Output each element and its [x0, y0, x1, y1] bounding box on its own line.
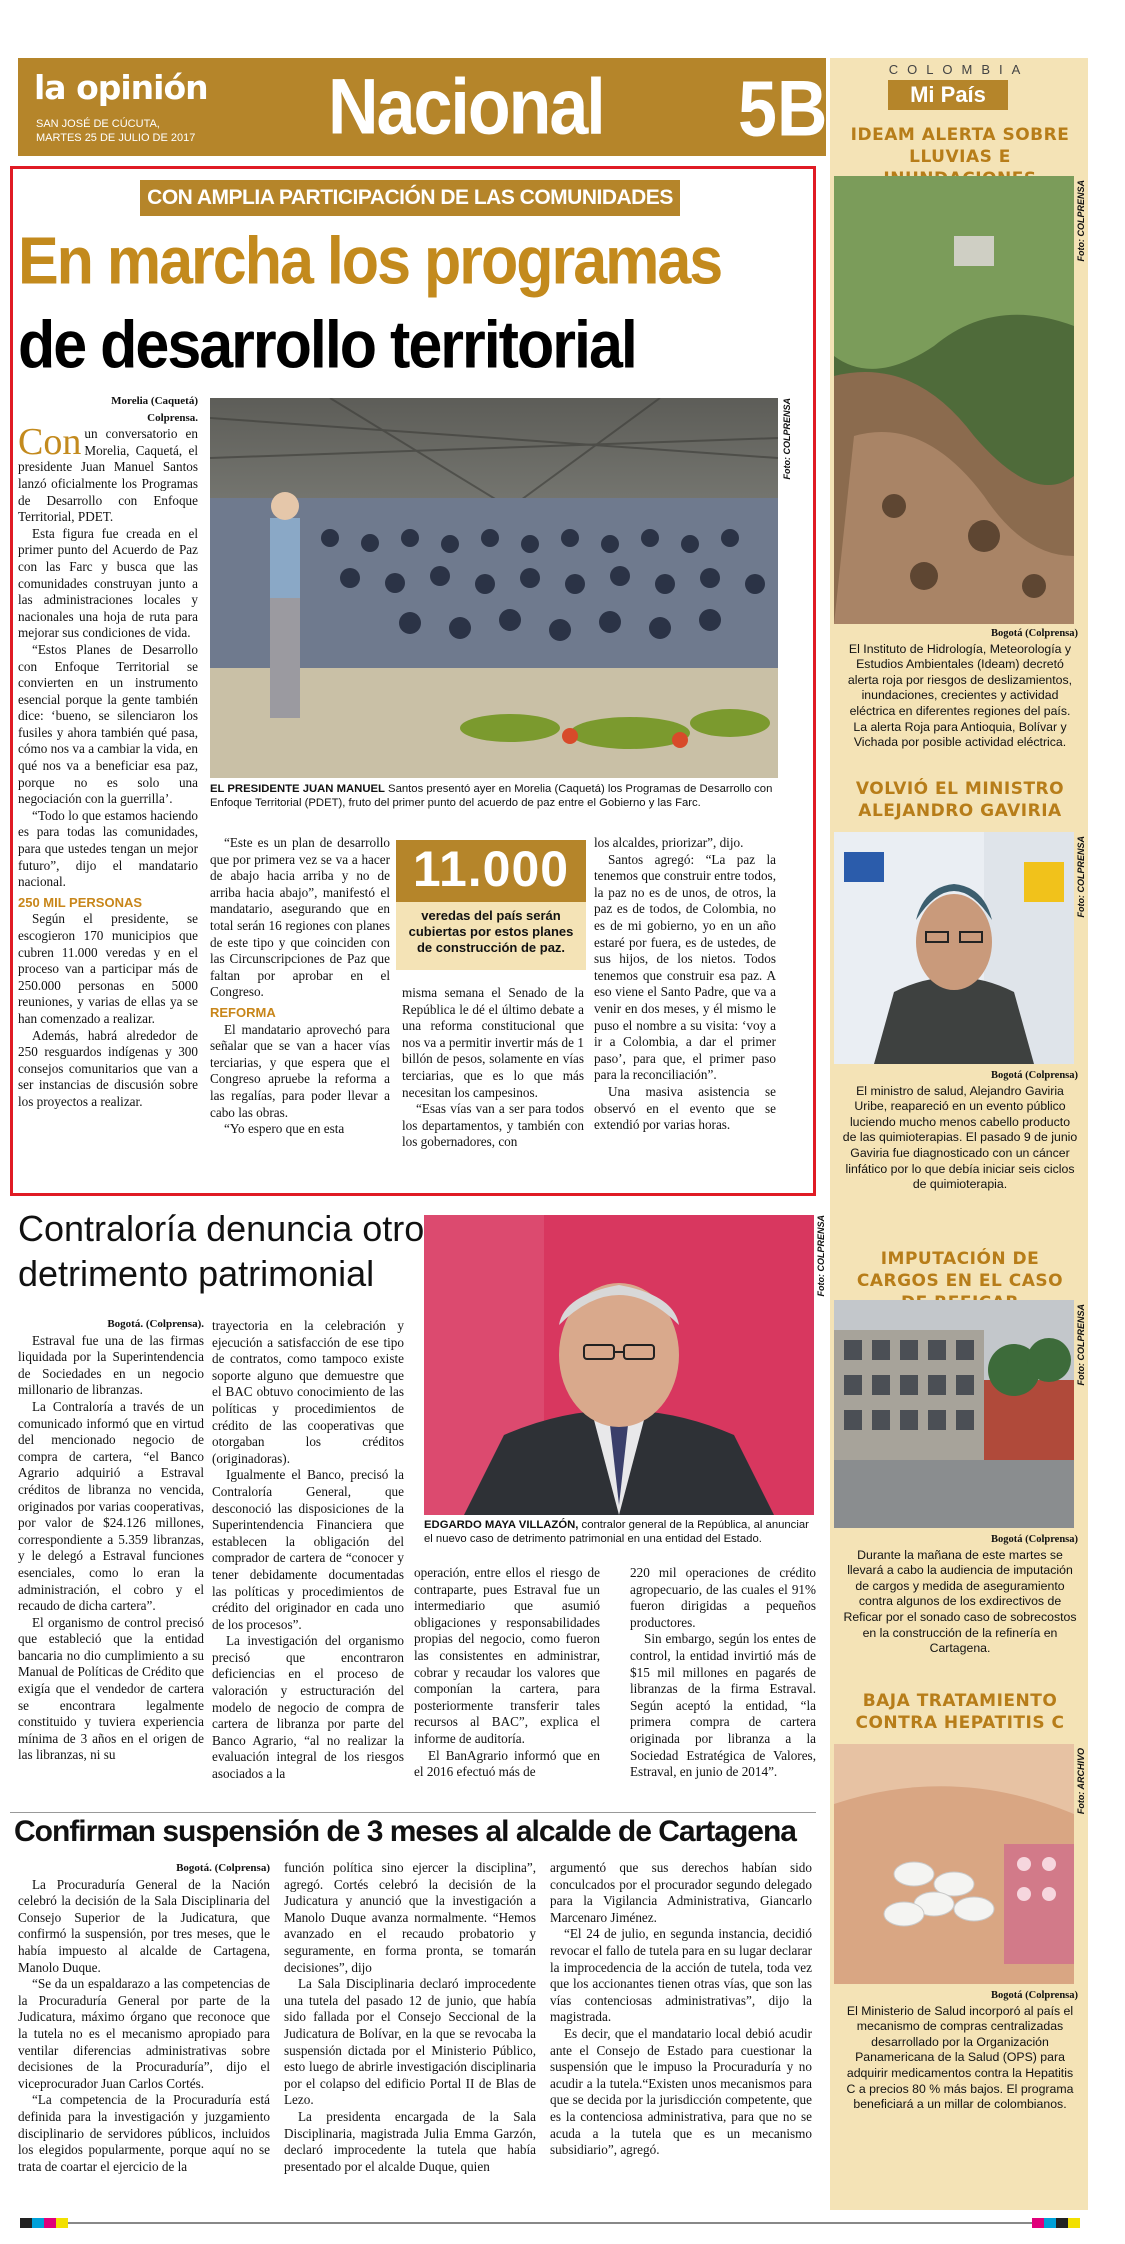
lead-column-2 — [210, 835, 390, 1180]
lead-dropcap: Con — [18, 421, 82, 464]
logo: la opinión — [34, 68, 208, 107]
cartagena-paragraph: Es decir, que el mandatario local debió acudir ante el Consejo de Estado para cuestionar la suspensión que le impuso la Procuraduría y no acudir a la tutela.“Existen unos mecanismos para que se decida por la jurisdicción competente, que es la contenciosa administrativa, para que no se acuda a la tutela que es un mecanismo subsidiario”, agregó. — [550, 2025, 812, 2158]
city-line: SAN JOSÉ DE CÚCUTA, — [36, 118, 160, 130]
mi-pais-header — [830, 58, 1088, 120]
lead-paragraph: los alcaldes, priorizar”, dijo. — [594, 835, 744, 850]
lead-dateline-place: Morelia (Caquetá) — [111, 395, 198, 407]
sidebar-story-hepatitis — [842, 1988, 1078, 2113]
cartagena-paragraph: función política sino ejercer la disciplina”, agregó. Cortés celebró la decisión de la Judicatura y anunció que la investigación a Manolo Duque avanza normalmente. “Hemos avanzado en el recaudo probatorio y seguramente, en forma pronta, se tomarán decisiones”, dijo — [284, 1860, 536, 1975]
lead-dateline-agency: Colprensa. — [147, 411, 198, 424]
sidebar-story-reficar — [842, 1532, 1078, 1657]
sidebar-credit-hepatitis: Foto: ARCHIVO — [1076, 1748, 1086, 1815]
cartagena-column-2 — [284, 1860, 536, 2200]
sidebar-story-ideam — [842, 626, 1078, 751]
sidebar-text-hepatitis: El Ministerio de Salud incorporó al país el mecanismo de compras centralizadas desarrollado por la Organización Panamericana de la Salud (OPS) para adquirir medicamentos contra la Hepatitis C a precios 80 % más bajos. El programa beneficiará a un millar de colombianos. — [846, 2003, 1074, 2112]
lead-paragraph: El mandatario aprovechó para señalar que se van a hacer vías terciarias, y que espera que el Congreso apruebe la reforma a las regalías, para poder llevar a cabo las obras. — [210, 1021, 390, 1120]
sidebar-text-gaviria: El ministro de salud, Alejandro Gaviria Uribe, reapareció en un evento público luciendo mucho menos cabello producto de las quimioterapias. El pasado 9 de junio Gaviria fue diagnosticado con un cáncer linfático por lo que debía iniciar seis ciclos de quimioterapia. — [842, 1083, 1078, 1192]
lead-photo-credit: Foto: COLPRENSA — [782, 398, 792, 480]
sidebar-title-ideam: IDEAM ALERTA SOBRE LLUVIAS E — [850, 125, 1070, 167]
cartagena-paragraph: La Sala Disciplinaria declaró improcedente una tutela del pasado 12 de junio, que había sido fallada por el Consejo Seccional de la Judicatura de Bolívar, en la que se revocaba la suspensión dictada por el Ministerio Público, esto luego de abrirle investigación disciplinaria por el colapso del edificio Portal II de Blas de Lezo. — [284, 1976, 536, 2108]
contraloria-paragraph: Estraval fue una de las firmas liquidada por la Superintendencia de Sociedades en un negocio millonario de libranzas. — [18, 1332, 204, 1398]
lead-paragraph: “Este es un plan de desarrollo que por primera vez se va a hacer de abajo hacia arriba y no de arriba hacia abajo”, manifestó el mandatario, asegurando que en total serán 16 regiones con planes de este tipo y que coinciden con las Circunscripciones de Paz que faltan por aprobar en el Congreso. — [210, 835, 390, 1000]
cartagena-paragraph: La Procuraduría General de la Nación celebró la decisión de la Sala Disciplinaria del Consejo Superior de la Judicatura, que confirmó la suspensión, por tres meses, que le había impuesto al alcalde de Cartagena, Manolo Duque. — [18, 1876, 270, 1975]
lead-column-1 — [18, 393, 198, 1173]
contraloria-paragraph: El organismo de control precisó que estableció que la entidad bancaria no dio cumplimiento a su Manual de Políticas de Crédito que exigía que el vendedor de cartera se encontrara legalmente constituido y tuviera experiencia mínima de 3 años en el origen de las libranzas, ni su — [18, 1614, 204, 1763]
masthead — [18, 58, 826, 156]
contraloria-column-3 — [414, 1565, 600, 1805]
contraloria-paragraph: La Contraloría a través de un comunicado informó que en virtud del mencionado negocio de compra de cartera, “el Banco Agrario adquirió a Estraval créditos de libranza no vencida, originados por varias cooperativas, por valor de $24.126 millones, correspondiente a 5.359 libranzas, y le delegó a Estraval funciones esenciales, como lo eran la administración, el cobro y el recaudo de dicha cartera”. — [18, 1398, 204, 1614]
sidebar-dateline: Bogotá (Colprensa) — [990, 1070, 1078, 1081]
sidebar-dateline: Bogotá (Colprensa) — [990, 628, 1078, 639]
contraloria-column-4 — [630, 1565, 816, 1805]
cartagena-dateline: Bogotá. (Colprensa) — [176, 1862, 270, 1874]
cartagena-paragraph: “Se da un espaldarazo a las competencias de la Procuraduría General por parte de la Judicatura, máximo órgano que reconoce que la tutela no es el mecanismo apropiado para ventilar diferencias administrativas sobre decisiones de la Procuraduría”, dijo el viceprocurador Juan Carlos Cortés. — [18, 1976, 270, 2091]
callout-text: veredas del país serán cubiertas por estos planes de construcción de paz. — [408, 908, 574, 955]
contraloria-column-2 — [212, 1318, 404, 1806]
lead-caption-bold: EL PRESIDENTE JUAN MANUEL — [210, 783, 385, 795]
lead-paragraph: “Todo lo que estamos haciendo es para todas las comunidades, para que ustedes tengan un mejor futuro”, dijo el mandatario nacional. — [18, 807, 198, 890]
lead-paragraph: Santos agregó: “La paz la tenemos que construir entre todos, la paz no es de unos, de otros, la paz es de todos, de Colombia, no es de mi gobierno, yo en un año estaré por fuera, es de ustedes, de sus hijos, de los nietos. Todos tenemos que construir esa paz. A eso viene el Santo Padre, que va a venir en dos meses, y él mismo le puso el nombre a su visita: ‘voy a ir a Colombia, a dar el primer paso’, para que, el primer paso para la reconciliación”. — [594, 851, 776, 1083]
contraloria-dateline: Bogotá. (Colprensa). — [107, 1318, 204, 1330]
mi-pais-label: Mi País — [888, 80, 1008, 110]
lead-photo — [210, 398, 778, 778]
cartagena-column-3 — [550, 1860, 812, 2200]
cartagena-paragraph: “La competencia de la Procuraduría está definida para la investigación y juzgamiento disciplinario de servidores públicos, incluidos los elegidos popularmente, porque aquí no se trata de coartar el ejercicio de la — [18, 2092, 270, 2174]
lead-subhead: 250 MIL PERSONAS — [18, 894, 143, 910]
contraloria-headline-1: Contraloría denuncia otro — [18, 1208, 425, 1249]
contraloria-paragraph: operación, entre ellos el riesgo de contraparte, pues Estraval fue un intermediario que asumió obligaciones y responsabilidades propias del negocio, como fueron las consistentes en administrar, cobrar y recaudar los valores que componían la cartera, para posteriormente transferir tales recursos al BAC”, explica el informe de auditoría. — [414, 1565, 600, 1746]
lead-column-4 — [594, 835, 776, 1180]
contraloria-caption-bold: EDGARDO MAYA VILLAZÓN, — [424, 1519, 579, 1531]
contraloria-paragraph: Igualmente el Banco, precisó la Contraloría General, que desconoció las disposiciones de la Superintendencia Financiera que establecen la obligación del comprador de cartera de “conocer y tener debidamente documentadas las políticas y procedimientos de crédito del originador en cada uno de los procesos”. — [212, 1467, 404, 1632]
cartagena-paragraph: “El 24 de julio, en segunda instancia, decidió revocar el fallo de tutela para en su lugar declarar la improcedencia de la acción de tutela, toda vez que los accionantes tienen otras vías, que son las vías contenciosas administrativas”, dijo la magistrada. — [550, 1926, 812, 2025]
country-label: COLOMBIA — [888, 62, 1030, 77]
contraloria-column-1 — [18, 1316, 204, 1806]
lead-callout — [396, 840, 586, 970]
lead-paragraph: Según el presidente, se escogieron 170 municipios que cubren 11.000 veredas y en el proceso van a participar más de 250.000 personas en 5000 reuniones, y varias de ellas ya se han comenzado a realizar. — [18, 911, 198, 1026]
sidebar-credit-ideam: Foto: COLPRENSA — [1076, 180, 1086, 262]
sidebar-title-reficar: IMPUTACIÓN DE CARGOS EN EL CASO — [856, 1249, 1064, 1291]
sidebar-credit-reficar: Foto: COLPRENSA — [1076, 1304, 1086, 1386]
cartagena-paragraph: argumentó que sus derechos habían sido conculcados por el procurador segundo delegado para la Vigilancia Administrativa, Giancarlo Marcenaro Jiménez. — [550, 1860, 812, 1925]
color-registration-strip — [20, 2218, 1080, 2228]
contraloria-paragraph: La investigación del organismo precisó que encontraron deficiencias en el proceso de valoración y estructuración del modelo de negocio de compra de cartera de libranza por parte del Banco Agrario, “al no realizar la evaluación integral de los riesgos asociados a la — [212, 1633, 404, 1782]
contraloria-paragraph: El BanAgrario informó que en el 2016 efectuó más de — [414, 1747, 600, 1780]
sidebar-dateline: Bogotá (Colprensa) — [990, 1534, 1078, 1545]
lead-paragraph: Una masiva asistencia se observó en el evento que se extendió por varias horas. — [594, 1083, 776, 1133]
contraloria-paragraph: Sin embargo, según los entes de control, la entidad invirtió más de $15 mil millones en pagarés de libranzas de la firma Estraval. Según aceptó la entidad, “la primera compra de cartera originada por libranza a la Sociedad Estratégica de Valores, Estraval, en junio de 2014”. — [630, 1631, 816, 1780]
sidebar-photo-gaviria — [834, 832, 1074, 1064]
lead-paragraph: Además, habrá alrededor de 250 resguardos indígenas y 300 consejos comunitarios que van a ser instancias de discusión sobre los proyectos a realizar. — [18, 1027, 198, 1109]
contraloria-photo — [424, 1215, 814, 1515]
lead-paragraph: “Estos Planes de Desarrollo con Enfoque Territorial se convierten en un instrumento esencial porque la gente también dice: ‘bueno, se silenciaron los fusiles y ahora también qué pasa, cómo nos va a cambiar la vida, en qué nos va a beneficiar esa paz, porque no es solo una negociación con la guerrilla’. — [18, 641, 198, 807]
callout-number: 11.000 — [412, 841, 570, 897]
lead-photo-caption — [210, 782, 778, 810]
lead-caption-text: Santos presentó ayer en Morelia (Caquetá) los Programas de Desarrollo con Enfoque Territorial (PDET), fruto del primer punto del acuerdo de paz entre el Gobierno y las Farc. — [210, 783, 773, 809]
lead-paragraph: Esta figura fue creada en el primer punto del Acuerdo de Paz con las Farc y busca que las comunidades construyan junto a las administraciones locales y nacionales una hoja de ruta para mejorar sus condiciones de vida. — [18, 525, 198, 641]
contraloria-paragraph: 220 mil operaciones de crédito agropecuario, de las cuales el 91% fueron dirigidas a pequeños productores. — [630, 1565, 816, 1630]
lead-paragraph: “Esas vías van a ser para todos los departamentos, y también con los gobernadores, con — [402, 1101, 584, 1150]
lead-headline-2: de desarrollo territorial — [18, 307, 636, 382]
sidebar-story-gaviria — [842, 1068, 1078, 1193]
contraloria-headline-2: detrimento patrimonial — [18, 1253, 375, 1294]
sidebar-photo-ideam — [834, 176, 1074, 624]
sidebar-photo-reficar — [834, 1300, 1074, 1528]
cartagena-paragraph: La presidenta encargada de la Sala Disciplinaria, magistrada Julia Emma Garzón, declaró improcedente la tutela que había presentado por el alcalde Duque, quien — [284, 2108, 536, 2174]
lead-column-3 — [402, 985, 584, 1180]
contraloria-paragraph: trayectoria en la celebración y ejecución a satisfacción de ese tipo de contratos, como tampoco existe soporte alguno que demuestre que el BAC obtuvo conocimiento de las políticas y procedimientos de crédito de las cooperativas que otorgaban los créditos (originadoras). — [212, 1318, 404, 1466]
lead-paragraph: misma semana el Senado de la República le dé el último debate a una reforma constitucional que nos va a permitir invertir más de 1 billón de pesos, solamente en vías terciarias, que es lo que más necesitan los campesinos. — [402, 985, 584, 1100]
sidebar-credit-gaviria: Foto: COLPRENSA — [1076, 836, 1086, 918]
section-divider — [10, 1812, 816, 1813]
sidebar-text-reficar: Durante la mañana de este martes se llevará a cabo la audiencia de imputación de cargos y medida de aseguramiento contra algunos de los exdirectivos de Reficar por el sonado caso de sobrecostos en la construcción de la refinería en Cartagena. — [843, 1547, 1077, 1656]
sidebar-dateline: Bogotá (Colprensa) — [990, 1990, 1078, 2001]
lead-subhead: REFORMA — [210, 1004, 276, 1020]
cartagena-headline: Confirman suspensión de 3 meses al alcalde de Cartagena — [14, 1815, 796, 1848]
page-number: 5B — [738, 65, 828, 153]
sidebar-title-gaviria: VOLVIÓ EL MINISTRO ALEJANDRO GAVIRIA — [855, 779, 1065, 821]
section-title: Nacional — [328, 63, 604, 151]
lead-paragraph: “Yo espero que en esta — [224, 1121, 345, 1137]
contraloria-caption-text: contralor general de la República, al anunciar el nuevo caso de detrimento patrimonial en una entidad del Estado. — [424, 1519, 809, 1545]
sidebar-title-hepatitis: BAJA TRATAMIENTO CONTRA HEPATITIS C — [855, 1691, 1065, 1733]
sidebar-photo-hepatitis — [834, 1744, 1074, 1984]
sidebar-text-ideam: El Instituto de Hidrología, Meteorología y Estudios Ambientales (Ideam) decretó alerta roja por riesgos de deslizamientos, inundaciones, crecientes y actividad eléctrica en diferentes regiones del país. La alerta Roja para Antioquia, Bolívar y Vichada por posible actividad eléctrica. — [847, 641, 1073, 750]
lead-paragraph: un conversatorio en Morelia, Caquetá, el presidente Juan Manuel Santos lanzó oficialmente los Programas de Desarrollo con Enfoque Territorial, PDET. — [18, 426, 198, 525]
cartagena-column-1 — [18, 1860, 270, 2200]
date-line: MARTES 25 DE JULIO DE 2017 — [36, 132, 196, 144]
callout-text-box — [396, 902, 586, 970]
contraloria-photo-caption — [424, 1518, 814, 1546]
contraloria-photo-credit: Foto: COLPRENSA — [816, 1215, 826, 1297]
lead-headline-1: En marcha los programas — [18, 223, 722, 298]
lead-kicker: CON AMPLIA PARTICIPACIÓN DE LAS COMUNIDADES — [140, 180, 680, 216]
